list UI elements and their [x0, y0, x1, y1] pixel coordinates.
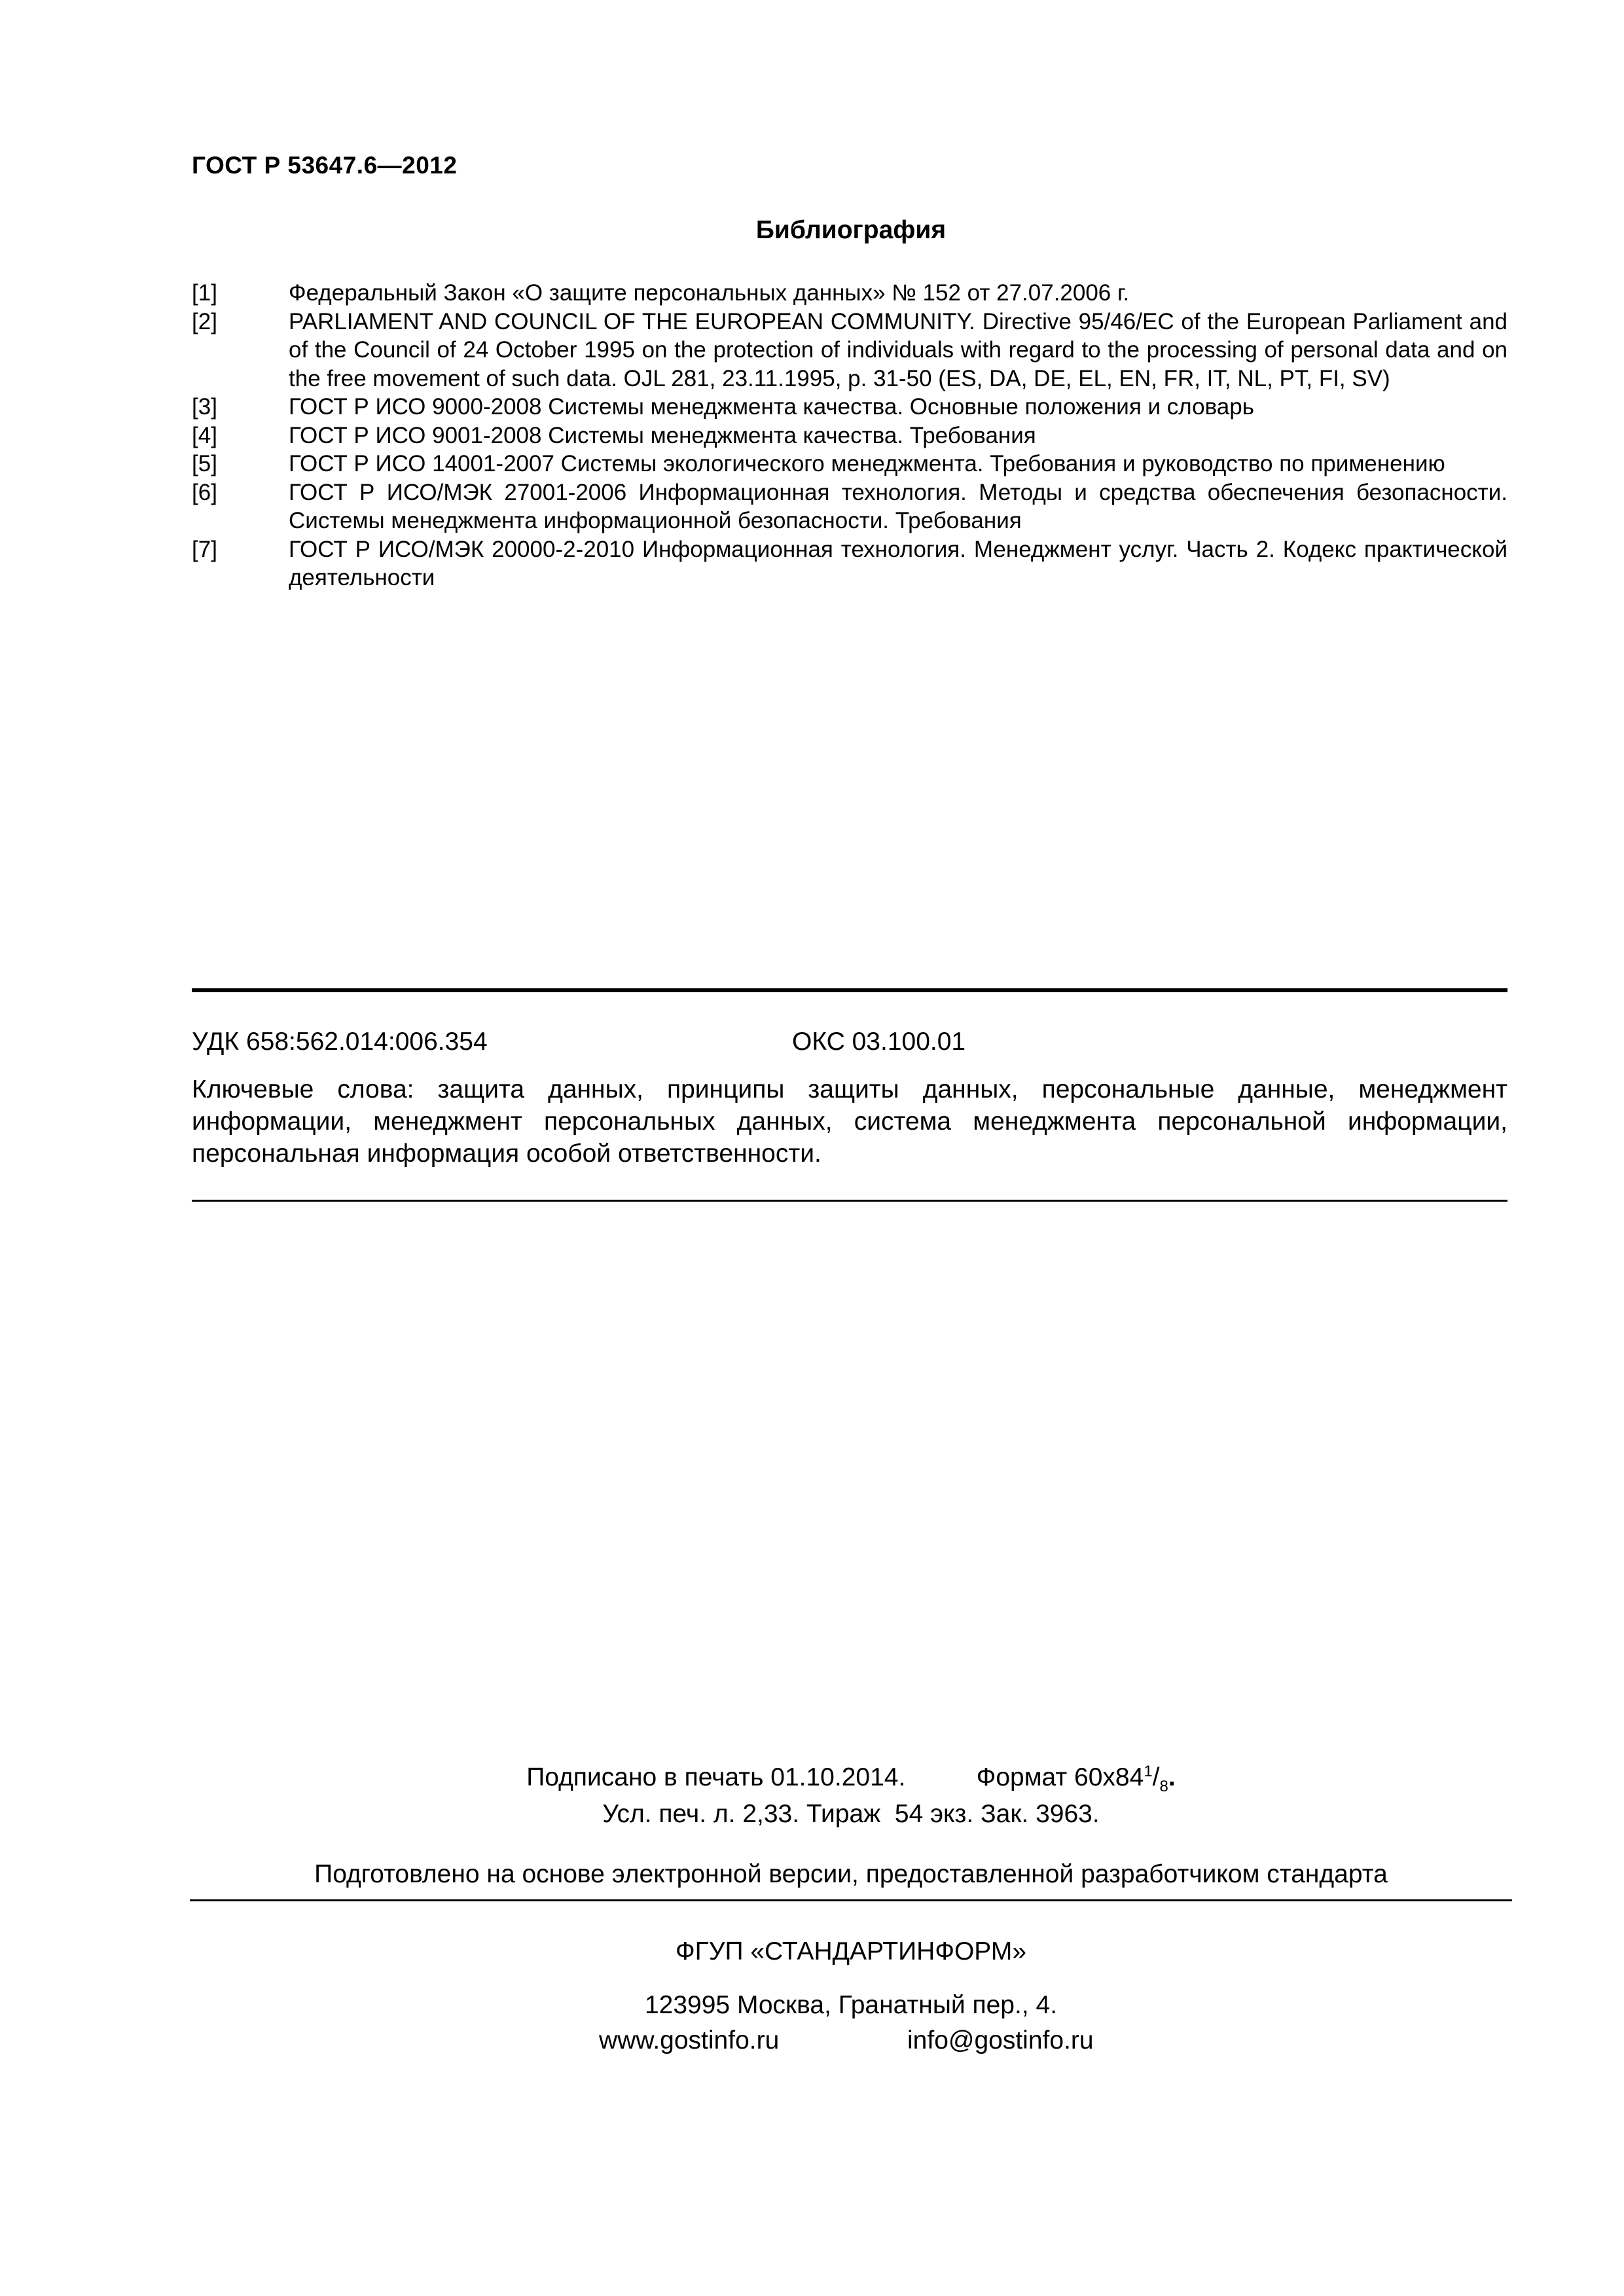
entry-number: [6]	[192, 479, 217, 505]
imprint-line-signed: Подписано в печать 01.10.2014. Формат $60х84^1/_8$.	[526, 1763, 1176, 1795]
bibliography-entry	[192, 393, 1507, 422]
format-text: Формат 60х84	[976, 1763, 1144, 1791]
bibliography-entry	[192, 535, 1507, 592]
keywords-paragraph: Ключевые слова: защита данных, принципы защиты данных, персональные данные, менеджмент информации, менеджмент персональных данных, система менеджмента персональной информации, персональная информация особой ответственности.	[192, 1075, 1507, 1168]
format-fraction-denominator: 8	[1159, 1777, 1168, 1795]
entry-number: [5]	[192, 451, 217, 476]
entry-text: PARLIAMENT AND COUNCIL OF THE EUROPEAN COMMUNITY. Directive 95/46/EC of the European Parliament and of the Council of 24 October 1995 on the protection of individuals with regard to the processing of personal data and on the free movement of such data. OJL 281, 23.11.1995, p. 31-50 (ES, DA, DE, EL, EN, FR, IT, NL, PT, FI, SV)	[289, 308, 1507, 391]
udk-code: УДК 658:562.014:006.354	[192, 1028, 488, 1056]
entry-number: [1]	[192, 280, 217, 306]
publisher-address: 123995 Москва, Гранатный пер., 4.	[644, 1991, 1058, 2019]
publisher-name: ФГУП «СТАНДАРТИНФОРМ»	[675, 1937, 1027, 1965]
bibliography-entry	[192, 422, 1507, 450]
section-divider-thick	[192, 988, 1507, 992]
bibliography-title: Библиография	[755, 216, 947, 244]
oks-code: ОКС 03.100.01	[792, 1028, 966, 1056]
format-period: .	[1168, 1763, 1176, 1791]
entry-text: ГОСТ Р ИСО 9000-2008 Системы менеджмента качества. Основные положения и словарь	[289, 394, 1254, 420]
signed-date-text: Подписано в печать 01.10.2014.	[526, 1763, 906, 1791]
bibliography-entry	[192, 450, 1507, 478]
publisher-email: info@gostinfo.ru	[907, 2026, 1094, 2054]
prepared-note: Подготовлено на основе электронной версии, предоставленной разработчиком стандарта	[314, 1860, 1388, 1888]
entry-text: Федеральный Закон «О защите персональных данных» № 152 от 27.07.2006 г.	[289, 280, 1130, 306]
bibliography-list	[192, 279, 1507, 592]
section-divider-thin	[192, 1200, 1507, 1202]
entry-text: ГОСТ Р ИСО/МЭК 20000-2-2010 Информационная технология. Менеджмент услуг. Часть 2. Кодекс практической деятельности	[289, 536, 1507, 590]
bibliography-entry	[192, 478, 1507, 535]
entry-number: [2]	[192, 308, 217, 334]
entry-text: ГОСТ Р ИСО/МЭК 27001-2006 Информационная технология. Методы и средства обеспечения безопасности. Системы менеджмента информационной безопасности. Требования	[289, 479, 1507, 533]
entry-number: [3]	[192, 394, 217, 420]
bibliography-entry	[192, 308, 1507, 393]
bibliography-entry	[192, 279, 1507, 308]
entry-text: ГОСТ Р ИСО 14001-2007 Системы экологического менеджмента. Требования и руководство по применению	[289, 451, 1445, 476]
document-code: ГОСТ Р 53647.6—2012	[192, 152, 458, 179]
entry-number: [7]	[192, 536, 217, 562]
entry-text: ГОСТ Р ИСО 9001-2008 Системы менеджмента качества. Требования	[289, 422, 1036, 448]
imprint-line-print-run: Усл. печ. л. 2,33. Тираж 54 экз. Зак. 3963.	[602, 1800, 1100, 1828]
entry-number: [4]	[192, 422, 217, 448]
format-fraction-numerator: 1	[1144, 1763, 1153, 1780]
publisher-website: www.gostinfo.ru	[599, 2026, 780, 2054]
imprint-divider	[190, 1899, 1512, 1901]
